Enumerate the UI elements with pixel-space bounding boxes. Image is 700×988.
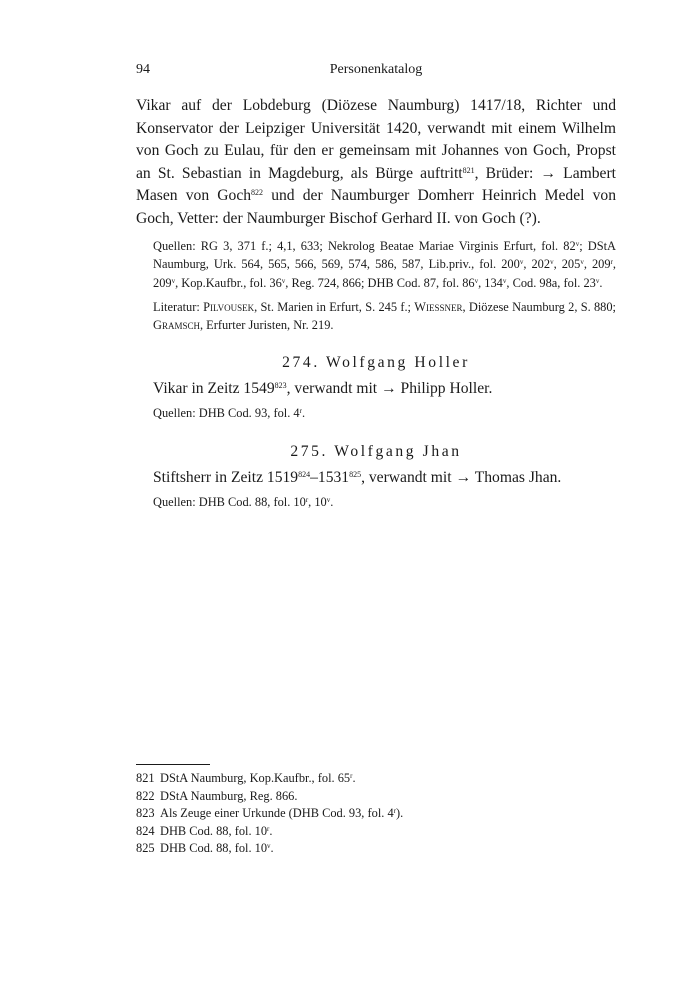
folio-side: r <box>350 772 353 780</box>
text-segment: , Cod. 98a, fol. 23 <box>506 275 596 290</box>
text-segment: . <box>599 275 603 290</box>
sources-paragraph <box>136 237 616 292</box>
footnote-ref: 822 <box>251 188 264 197</box>
footnote-number: 824 <box>136 823 155 838</box>
folio-side: v <box>474 276 479 285</box>
text-segment: , Brüder: → Lambert Masen von Goch <box>136 164 616 204</box>
footnote-ref: 821 <box>462 165 475 175</box>
folio-side: r <box>305 495 309 504</box>
footnote-divider <box>136 764 210 765</box>
page-number: 94 <box>136 62 150 77</box>
footnote <box>136 823 616 841</box>
author-name: Gramsch <box>153 318 200 333</box>
author-name: Wiessner <box>414 299 463 314</box>
text-segment: . <box>330 494 334 509</box>
folio-side: r <box>299 407 302 416</box>
sources-paragraph <box>136 493 616 511</box>
text-segment: ; DStA Naumburg, Urk. 564, 565, 566, 569, 574, 586, 587, Lib.priv., fol. 200 <box>153 239 616 272</box>
footnote-text: ). <box>396 806 404 821</box>
text-segment: Quellen: DHB Cod. 88, fol. 10 <box>153 494 306 509</box>
sources-paragraph <box>136 404 616 422</box>
footnote <box>136 788 616 806</box>
footnote-number: 823 <box>136 806 155 821</box>
text-segment: und der Naumburger Domherr Heinrich Medel von Goch, Vetter: der Naumburger Bischof Gerhard II. von Goch (?). <box>136 187 616 227</box>
folio-side: r <box>393 807 396 816</box>
footnote-text: . <box>270 841 274 856</box>
text-segment: Quellen: RG 3, 371 f.; 4,1, 633; Nekrolog Beatae Mariae Virginis Erfurt, fol. 82 <box>153 239 576 253</box>
footnote-text: . <box>352 771 356 785</box>
text-segment: Quellen: DHB Cod. 93, fol. 4 <box>153 406 300 421</box>
folio-side: r <box>610 258 613 267</box>
entry-text <box>136 378 616 400</box>
footnotes <box>136 770 616 858</box>
literature-paragraph <box>136 298 616 335</box>
folio-side: v <box>502 276 507 285</box>
text-segment: , verwandt mit → Thomas Jhan. <box>361 468 562 486</box>
page-body <box>136 95 616 511</box>
text-segment: Vikar auf der Lobdeburg (Diözese Naumburg) 1417/18, Richter und Konservator der Leipziger Universität 1420, verwandt mit einem Wilhelm von Goch zu Eulau, für den er gemeinsam mit Johannes von Goch, Propst an St. Sebastian in Magdeburg, als Bürge auftritt <box>136 97 616 182</box>
text-segment: Stiftsherr in Zeitz 1519 <box>153 468 299 486</box>
text-segment: , verwandt mit → Philipp Holler. <box>286 380 493 398</box>
footnote-ref: 823 <box>274 381 287 391</box>
text-segment: , Reg. 724, 866; DHB Cod. 87, fol. 86 <box>285 275 475 290</box>
text-segment: , Kop.Kaufbr., fol. 36 <box>175 275 282 290</box>
folio-side: v <box>281 276 286 285</box>
footnote <box>136 770 616 788</box>
folio-side: v <box>595 276 600 285</box>
text-segment: , St. Marien in Erfurt, S. 245 f.; <box>254 299 415 314</box>
footnote-text: Als Zeuge einer Urkunde (DHB Cod. 93, fol. 4 <box>160 806 394 821</box>
text-segment: Literatur: <box>153 299 204 314</box>
entry-heading: 275. Wolfgang Jhan <box>290 442 462 460</box>
entry-continuation-text <box>136 95 616 230</box>
folio-side: v <box>550 258 554 267</box>
text-segment: , 10 <box>308 494 327 509</box>
folio-side: v <box>575 240 580 248</box>
text-segment: , 134 <box>478 275 503 290</box>
footnote <box>136 805 616 823</box>
footnote-text: DHB Cod. 88, fol. 10 <box>160 841 268 856</box>
footnote-number: 821 <box>136 771 155 785</box>
folio-side: v <box>580 258 584 267</box>
footnote-text: DHB Cod. 88, fol. 10 <box>160 823 268 838</box>
page-header <box>136 62 616 82</box>
text-segment: , 209 <box>583 257 611 272</box>
folio-side: r <box>267 824 270 833</box>
text-segment: Vikar in Zeitz 1549 <box>153 380 275 398</box>
footnote-number: 822 <box>136 788 155 803</box>
footnote-text: DStA Naumburg, Reg. 866. <box>160 788 298 803</box>
footnote-ref: 825 <box>349 469 362 479</box>
text-segment: , Diözese Naumburg 2, S. 880; <box>462 299 617 314</box>
footnote-ref: 824 <box>298 469 311 479</box>
folio-side: v <box>267 842 271 851</box>
footnote-text: . <box>269 823 273 838</box>
text-segment: , 205 <box>553 257 581 272</box>
footnote-number: 825 <box>136 841 155 856</box>
footnote-text: DStA Naumburg, Kop.Kaufbr., fol. 65 <box>160 771 351 785</box>
footnote <box>136 840 616 858</box>
entry-heading: 274. Wolfgang Holler <box>282 354 470 372</box>
text-segment: , Erfurter Juristen, Nr. 219. <box>199 318 334 333</box>
folio-side: v <box>519 258 524 267</box>
entry-text <box>136 467 616 489</box>
text-segment: , 209 <box>153 257 617 290</box>
text-segment: . <box>301 406 306 421</box>
author-name: Pilvousek <box>203 299 255 314</box>
text-segment: –1531 <box>310 468 350 486</box>
running-title: Personenkatalog <box>329 62 423 77</box>
text-segment: , 202 <box>523 257 551 272</box>
folio-side: v <box>326 495 331 504</box>
folio-side: v <box>171 276 176 285</box>
